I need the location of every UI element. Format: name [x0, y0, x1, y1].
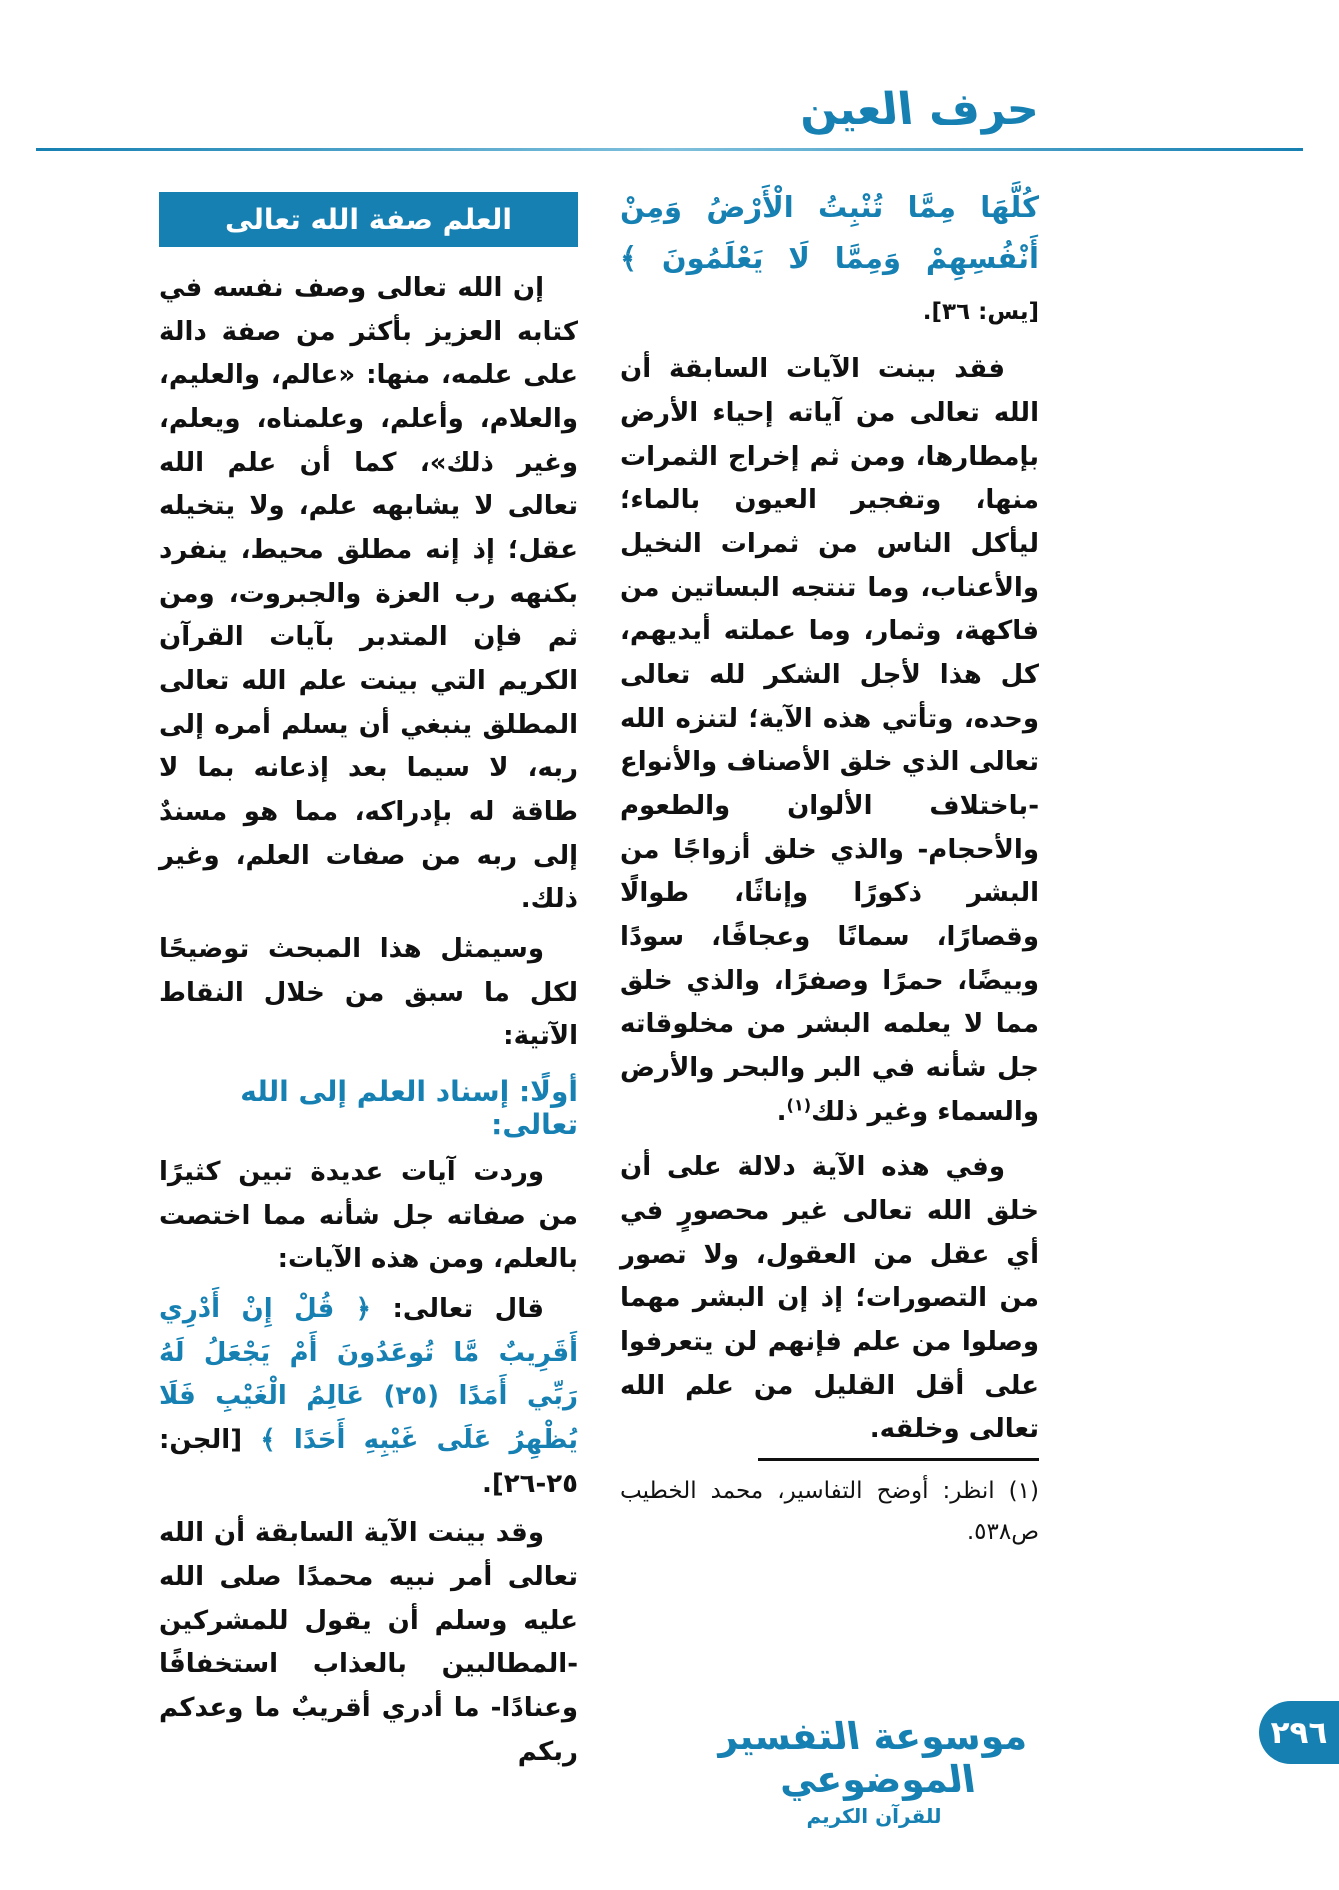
- quote-intro: قال تعالى:: [392, 1294, 544, 1325]
- publisher-emblem: [709, 1716, 1039, 1828]
- body-paragraph: وقد بينت الآية السابقة أن الله تعالى أمر نبيه محمدًا صلى الله عليه وسلم أن يقول للمشركين -المطالبين بالعذاب استخفافًا وعنادًا- ما أدري أقريبٌ ما وعدكم ربكم: [159, 1518, 578, 1767]
- verse-text: ﴿ قُلْ إِنْ أَدْرِي أَقَرِيبٌ مَّا تُوعَدُونَ أَمْ يَجْعَلُ لَهُ رَبِّي أَمَدًا (٢٥) عَالِمُ الْغَيْبِ فَلَا يُظْهِرُ عَلَى غَيْبِهِ أَحَدًا ﴾: [159, 1294, 578, 1456]
- body-paragraph: وردت آيات عديدة تبين كثيرًا من صفاته جل شأنه مما اختصت بالعلم، ومن هذه الآيات:: [159, 1157, 578, 1275]
- page-number: ٢٩٦: [1270, 1714, 1328, 1751]
- emblem-subtitle: للقرآن الكريم: [806, 1804, 942, 1828]
- body-paragraph: [620, 348, 1039, 1134]
- right-column: [620, 180, 1039, 1546]
- section-title-box: [159, 192, 578, 247]
- footnote-rule: [758, 1458, 1039, 1461]
- footnote-text: (١) انظر: أوضح التفاسير، محمد الخطيب ص٥٣٨.: [620, 1478, 1039, 1546]
- quran-verse-yasin: [620, 182, 1039, 334]
- footnote-marker: (١): [786, 1095, 812, 1115]
- left-column: [159, 180, 578, 1781]
- body-paragraph: إن الله تعالى وصف نفسه في كتابه العزيز بأكثر من صفة دالة على علمه، منها: «عالم، والعليم، والعلام، وأعلم، وعلمناه، ويعلم، وغير ذلك»، كما أن علم الله تعالى لا يشابهه علم، ولا يتخيله عقل؛ إذ إنه مطلق محيط، ينفرد بكنهه رب العزة والجبروت، ومن ثم فإن المتدبر بآيات القرآن الكريم التي بينت علم الله تعالى المطلق ينبغي أن يسلم أمره إلى ربه، لا سيما بعد إذعانه بما لا طاقة له بإدراكه، مما هو مسندٌ إلى ربه من صفات العلم، وغير ذلك.: [159, 273, 578, 915]
- body-paragraph: وسيمثل هذا المبحث توضيحًا لكل ما سبق من خلال النقاط الآتية:: [159, 934, 578, 1052]
- quran-quote-paragraph: [159, 1288, 578, 1506]
- page-number-tab: [1259, 1701, 1339, 1764]
- verse-reference: [الجن: ٢٥-٢٦].: [159, 1425, 578, 1499]
- subheading-first-point: أولًا: إسناد العلم إلى الله تعالى:: [240, 1075, 578, 1142]
- paragraph-text: فقد بينت الآيات السابقة أن الله تعالى من آياته إحياء الأرض بإمطارها، ومن ثم إخراج الثمرات منها، وتفجير العيون بالماء؛ ليأكل الناس من ثمرات النخيل والأعناب، وما تنتجه البساتين من فاكهة، وثمار، وما عملته أيديهم، كل هذا لأجل الشكر لله تعالى وحده، وتأتي هذه الآية؛ لتنزه الله تعالى الذي خلق الأصناف والأنواع -باختلاف الألوان والطعوم والأحجام- والذي خلق أزواجًا من البشر ذكورًا وإناثًا، طوالًا وقصارًا، سمانًا وعجافًا، سودًا وبيضًا، حمرًا وصفرًا، والذي خلق مما لا يعلمه البشر من مخلوقاته جل شأنه في البر والبحر والأرض والسماء وغير ذلك: [620, 354, 1039, 1127]
- body-paragraph: وفي هذه الآية دلالة على أن خلق الله تعالى غير محصورٍ في أي عقل من العقول، ولا تصور من التصورات؛ إذ إن البشر مهما وصلوا من علم فإنهم لن يتعرفوا على أقل القليل من علم الله تعالى وخلقه.: [620, 1152, 1039, 1445]
- verse-reference: [يس: ٣٦].: [922, 298, 1039, 325]
- verse-text: كُلَّهَا مِمَّا تُنْبِتُ الْأَرْضُ وَمِنْ أَنْفُسِهِمْ وَمِمَّا لَا يَعْلَمُونَ ﴾: [620, 190, 1039, 275]
- chapter-title: حرف العين: [796, 84, 1042, 135]
- emblem-title: موسوعة التفسير الموضوعي: [712, 1714, 1030, 1801]
- section-title: العلم صفة الله تعالى: [225, 203, 512, 236]
- content-columns: [159, 180, 1039, 1781]
- header-rule: [36, 148, 1303, 151]
- paragraph-period: .: [776, 1096, 787, 1127]
- footnote-block: [620, 1458, 1039, 1554]
